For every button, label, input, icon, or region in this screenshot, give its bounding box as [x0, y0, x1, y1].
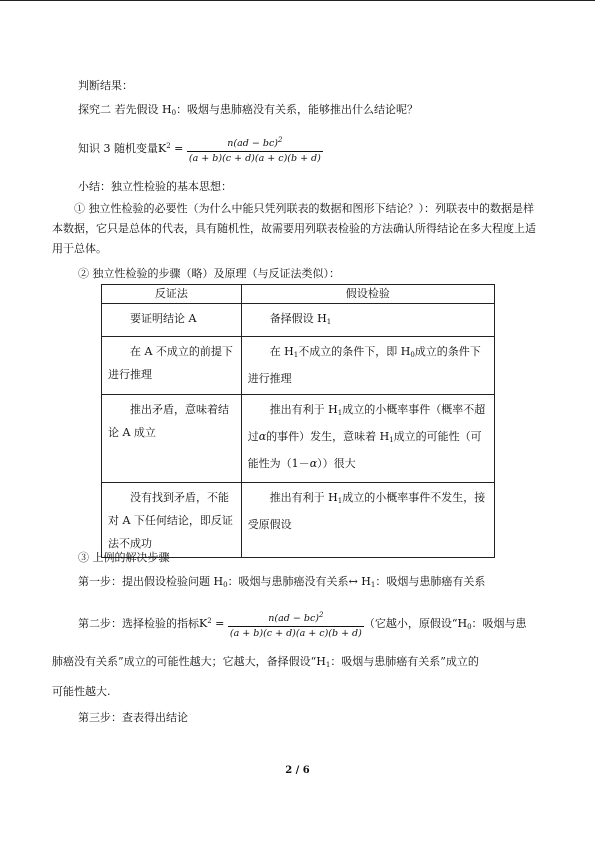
explore-line — [78, 103, 418, 120]
formula-denominator: (a + b)(c + d)(a + c)(b + d) — [188, 152, 321, 164]
explore-subscript: 0 — [171, 109, 177, 117]
equivalence-arrow-icon: ↔ — [348, 575, 358, 588]
top-rule — [0, 0, 595, 1]
formula-numerator: n(ad − bc)$^2$ — [187, 134, 323, 152]
formula-k-sup: 2 — [166, 142, 171, 150]
step3-line: 第三步：查表得出结论 — [78, 711, 188, 724]
table-header-row — [102, 285, 495, 304]
judge-text: 判断结果： — [78, 79, 133, 92]
step2-formula-k: K — [199, 617, 208, 630]
step2-line2: 肺癌没有关系”成立的可能性越大；它越大，备择假设“$H_1$：吸烟与患肺癌有关系”成立的 — [52, 655, 479, 669]
necessity-text: ① 独立性检验的必要性（为什么中能只凭列联表的数据和图形下结论？）：列联表中的数据是样本数据，它只是总体的代表，具有随机性，故需要用列联表检验的方法确认所得结论在多大程度上适用于总体。 — [52, 202, 536, 255]
formula-k: K — [158, 142, 167, 155]
steps-principle-text: ② 独立性检验的步骤（略）及原理（与反证法类似）： — [78, 267, 340, 280]
formula-fraction — [187, 134, 323, 165]
row4-left: 没有找到矛盾，不能对 A 下任何结论，即反证法不成功 — [102, 483, 242, 558]
necessity-paragraph — [52, 199, 544, 259]
row2-right: 在 $H_1$不成立的条件下，即 $H_0$成立的条件下进行推理 — [241, 337, 494, 395]
row1-left: 要证明结论 A — [102, 304, 242, 337]
step2-formula-fraction: $\frac{n(ad - bc)^2}{(a + b)(c + d)(a + c)(b + d)}$ — [229, 610, 362, 639]
table-row — [102, 395, 495, 483]
explore-text-a: 探究二 若先假设 H — [78, 103, 172, 116]
table-row — [102, 483, 495, 558]
step2-line: 第二步：选择检验的指标$K^2$ = $\frac{n(ad - bc)^2}{(a + b)(c + d)(a + c)(b + d)}$ （它越小，原假设“$H_0$：吸烟与患 — [78, 610, 527, 639]
header-contradiction: 反证法 — [102, 285, 242, 304]
row3-left: 推出矛盾，意味着结论 A 成立 — [102, 395, 242, 483]
row4-right: 推出有利于 $H_1$成立的小概率事件不发生，接受原假设 — [241, 483, 494, 558]
steps-principle-line — [78, 267, 340, 281]
summary-text: 小结：独立性检验的基本思想： — [78, 180, 232, 193]
header-hypothesis-test: 假设检验 — [241, 285, 494, 304]
table-row — [102, 337, 495, 395]
step1-line: 第一步：提出假设检验问题 $H_0$：吸烟与患肺癌没有关系↔ $H_1$：吸烟与患肺癌有关系 — [78, 575, 486, 589]
summary-line — [78, 180, 232, 194]
row1-right: 备择假设 $H_1$ — [241, 304, 494, 337]
explore-text-b: ：吸烟与患肺癌没有关系，能够推出什么结论呢？ — [176, 103, 419, 116]
step2-line3: 可能性越大. — [52, 685, 111, 698]
judge-line — [78, 79, 133, 93]
row2-left: 在 A 不成立的前提下进行推理 — [102, 337, 242, 395]
solution-steps-heading — [78, 551, 170, 565]
row3-right: 推出有利于 $H_1$成立的小概率事件（概率不超过α的事件）发生，意味着 $H_1$成立的可能性（可能性为（1－α））很大 — [241, 395, 494, 483]
formula-equals: = — [170, 142, 187, 155]
solution-steps-text: ③ 上例的解决步骤 — [78, 551, 170, 564]
knowledge-line — [78, 132, 323, 165]
table-row — [102, 304, 495, 337]
page-number: 2 / 6 — [285, 765, 310, 776]
comparison-table — [101, 284, 495, 558]
knowledge-label: 知识 3 随机变量 — [78, 142, 158, 155]
